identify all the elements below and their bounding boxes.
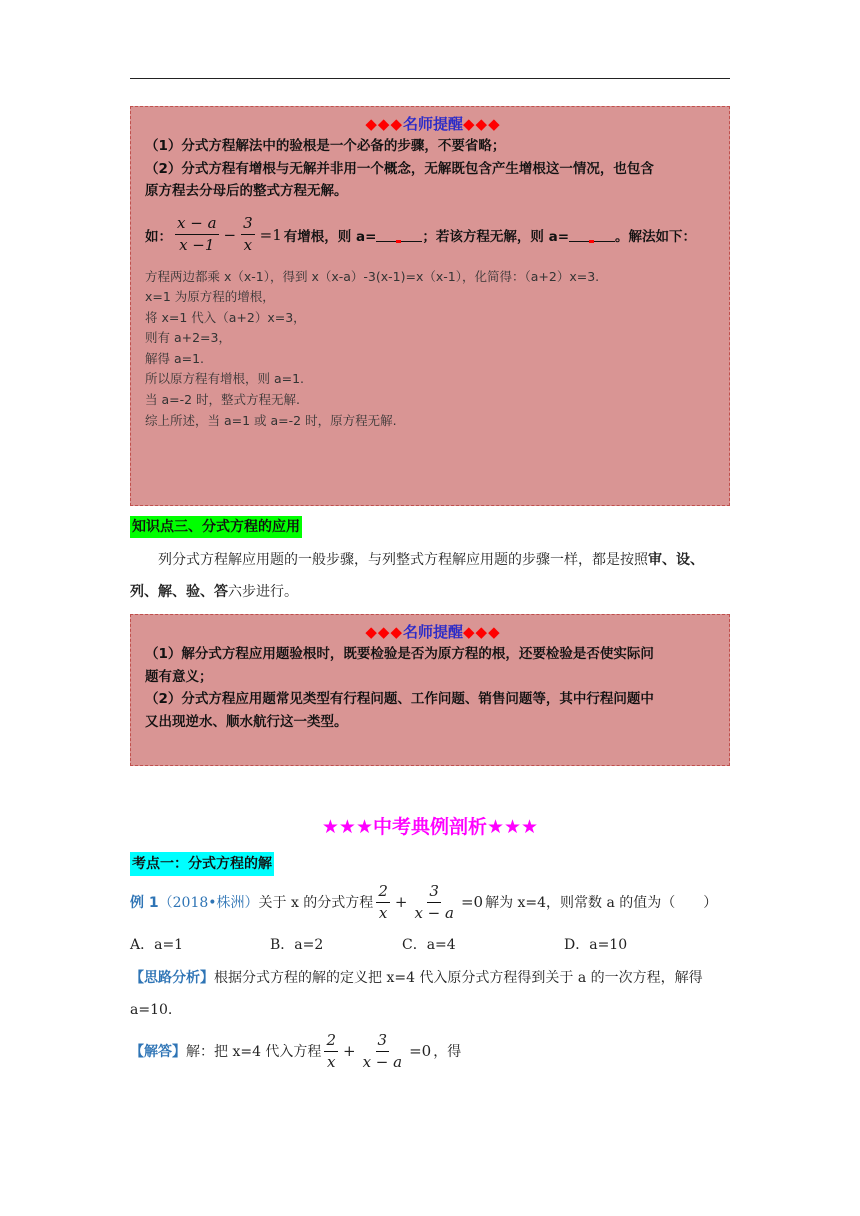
tip-point: 题有意义；: [145, 668, 213, 685]
answer-line: 【解答】 解：把 x=4 代入方程 $\frac{2}{x}$ + $\frac{3}{x - a}$ =0 ，得: [130, 1030, 462, 1071]
tip-title: ◆◆◆名师提醒◆◆◆: [365, 623, 501, 641]
analysis-paragraph: 【思路分析】根据分式方程的解的定义把 x=4 代入原分式方程得到关于 a 的一次方程，解得 a=10.: [130, 970, 703, 1018]
solution-line: 综上所述，当 a=1 或 a=-2 时，原方程无解.: [145, 412, 397, 428]
solution-line: 则有 a+2=3，: [145, 330, 231, 346]
tip-point: 又出现逆水、顺水航行这一类型。: [145, 713, 348, 730]
fraction: $\frac{2}{x}$: [326, 1030, 336, 1071]
fraction: $\frac{x - a}{x -1}$: [177, 214, 217, 254]
diamond-icons: ◆◆◆: [365, 115, 403, 133]
choice-b: B．a=2: [270, 937, 324, 953]
solution-line: 当 a=-2 时，整式方程无解.: [145, 392, 301, 408]
solution-block: [145, 267, 721, 432]
tip-point: （1）解分式方程应用题验根时，既要检验是否为原方程的根，还要检验是否使实际问: [145, 646, 654, 662]
tip-point: （2）分式方程有增根与无解并非用一个概念，无解既包含产生增根这一情况，也包含: [145, 160, 654, 177]
teacher-tip-box-2: [130, 614, 730, 766]
fraction: $\frac{2}{x}$: [378, 881, 388, 922]
teacher-tip-box-1: [130, 106, 730, 506]
choice-c: C．a=4: [402, 937, 456, 953]
section-paragraph: 列分式方程解应用题的一般步骤，与列整式方程解应用题的步骤一样，都是按照审、设、 列、解、验、答六步进行。: [130, 552, 704, 600]
tip-title: ◆◆◆名师提醒◆◆◆: [365, 115, 501, 133]
solution-line: 所以原方程有增根，则 a=1.: [145, 371, 305, 387]
solution-line: x=1 为原方程的增根，: [145, 289, 275, 305]
fraction: $\frac{3}{x - a}$: [362, 1030, 403, 1071]
section-heading: 知识点三、分式方程的应用: [130, 516, 302, 538]
choice-d: D．a=10: [564, 937, 628, 953]
tip-point: （2）分式方程应用题常见类型有行程问题、工作问题、销售问题等，其中行程问题中: [145, 691, 654, 707]
diamond-icons: ◆◆◆: [463, 115, 501, 133]
example-formula-line: 如： $\frac{x - a}{x -1}$ − $\frac{3}{x}$ =1 有增根，则 a= ；若该方程无解，则 a= 。解法如下：: [145, 214, 697, 254]
solution-line: 方程两边都乘 x（x-1），得到 x（x-a）-3(x-1)=x（x-1），化简得：（a+2）x=3.: [145, 268, 600, 284]
solution-line: 将 x=1 代入（a+2）x=3，: [145, 309, 306, 325]
answer-blank: [569, 227, 615, 242]
tip-point: （1）分式方程解法中的验根是一个必备的步骤，不要省略；: [145, 138, 506, 154]
example-1-question: 例 1 （2018•株洲） 关于 x 的分式方程 $\frac{2}{x}$ + $\frac{3}{x - a}$ =0 解为 x=4，则常数 a 的值为（ ）: [130, 881, 718, 922]
kaodian-heading: 考点一：分式方程的解: [130, 852, 274, 876]
fraction: $\frac{3}{x - a}$: [414, 881, 454, 922]
exam-analysis-heading: ★★★中考典例剖析★★★: [321, 816, 539, 838]
choice-a: A．a=1: [130, 937, 184, 953]
solution-line: 解得 a=1.: [145, 350, 205, 366]
header-rule: [130, 78, 730, 79]
diamond-icons: ◆◆◆: [463, 623, 501, 641]
tip-point: 原方程去分母后的整式方程无解。: [145, 183, 348, 199]
diamond-icons: ◆◆◆: [365, 623, 403, 641]
fraction: $\frac{3}{x}$: [243, 214, 253, 254]
answer-blank: [376, 227, 422, 242]
